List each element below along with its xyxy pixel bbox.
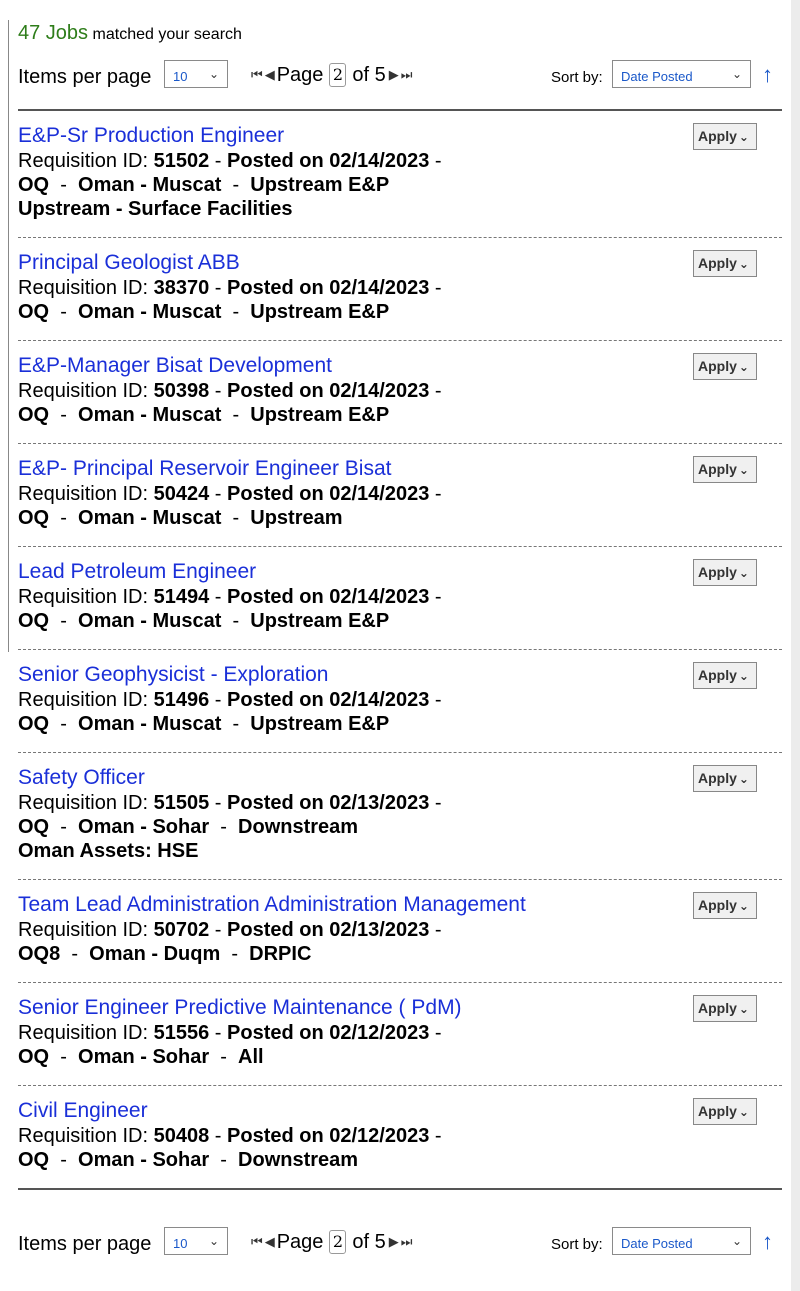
apply-button[interactable] bbox=[693, 123, 757, 150]
job-function: Upstream - Surface Facilities bbox=[18, 198, 293, 220]
chevron-down-icon: ⌄ bbox=[738, 360, 749, 374]
req-id: 38370 bbox=[153, 277, 210, 299]
location: Oman - Muscat bbox=[78, 610, 222, 632]
req-label: Requisition ID: bbox=[18, 586, 149, 608]
apply-label: Apply bbox=[698, 128, 737, 144]
job-separator bbox=[18, 237, 782, 238]
page-navigation bbox=[251, 63, 414, 87]
req-id: 50702 bbox=[153, 919, 210, 941]
job-meta: Requisition ID: 51496 - Posted on 02/14/2023 - bbox=[18, 689, 442, 711]
page-number-input[interactable]: 2 bbox=[329, 1230, 346, 1254]
sort-by-label: Sort by: bbox=[551, 69, 603, 86]
job-item bbox=[18, 1098, 782, 1172]
job-meta: Requisition ID: 50408 - Posted on 02/12/2023 - bbox=[18, 1125, 442, 1147]
job-org: OQ - Oman - Muscat - Upstream E&P bbox=[18, 174, 390, 196]
req-id: 50398 bbox=[153, 380, 210, 402]
chevron-down-icon: ⌄ bbox=[731, 67, 742, 81]
first-page-icon[interactable]: ⏮ bbox=[251, 67, 263, 82]
results-count-number: 47 Jobs bbox=[18, 22, 89, 44]
job-title-link[interactable]: Civil Engineer bbox=[18, 1099, 148, 1122]
job-separator bbox=[18, 982, 782, 983]
sort-by-value: Date Posted bbox=[621, 69, 693, 84]
posted-date: Posted on 02/14/2023 bbox=[227, 277, 430, 299]
division: Upstream E&P bbox=[250, 610, 390, 632]
division: Upstream E&P bbox=[250, 713, 390, 735]
job-meta: Requisition ID: 50398 - Posted on 02/14/2023 - bbox=[18, 380, 442, 402]
first-page-icon[interactable]: ⏮ bbox=[251, 1234, 263, 1249]
division: All bbox=[238, 1046, 264, 1068]
sort-by-select[interactable] bbox=[612, 1227, 751, 1255]
job-item bbox=[18, 250, 782, 324]
job-org: OQ - Oman - Muscat - Upstream E&P bbox=[18, 610, 390, 632]
division: DRPIC bbox=[249, 943, 312, 965]
req-label: Requisition ID: bbox=[18, 380, 149, 402]
items-per-page-select[interactable] bbox=[164, 1227, 228, 1255]
posted-date: Posted on 02/14/2023 bbox=[227, 483, 430, 505]
next-page-icon[interactable]: ▶ bbox=[388, 67, 399, 82]
job-title-link[interactable]: Principal Geologist ABB bbox=[18, 251, 240, 274]
company: OQ bbox=[18, 1046, 50, 1068]
company: OQ bbox=[18, 1149, 50, 1171]
job-title-link[interactable]: Team Lead Administration Administration Management bbox=[18, 893, 526, 916]
apply-button[interactable] bbox=[693, 456, 757, 483]
req-id: 51496 bbox=[153, 689, 210, 711]
chevron-down-icon: ⌄ bbox=[738, 130, 749, 144]
job-item bbox=[18, 662, 782, 736]
location: Oman - Duqm bbox=[89, 943, 221, 965]
chevron-down-icon: ⌄ bbox=[738, 669, 749, 683]
chevron-down-icon: ⌄ bbox=[738, 1105, 749, 1119]
chevron-down-icon: ⌄ bbox=[738, 257, 749, 271]
job-org: OQ - Oman - Muscat - Upstream E&P bbox=[18, 404, 390, 426]
job-item bbox=[18, 765, 782, 863]
list-bottom-divider bbox=[18, 1188, 782, 1190]
req-id: 51494 bbox=[153, 586, 210, 608]
posted-date: Posted on 02/14/2023 bbox=[227, 689, 430, 711]
req-id: 51505 bbox=[153, 792, 210, 814]
job-org: OQ - Oman - Muscat - Upstream E&P bbox=[18, 301, 390, 323]
job-org: OQ - Oman - Sohar - Downstream bbox=[18, 816, 359, 838]
location: Oman - Muscat bbox=[78, 174, 222, 196]
apply-label: Apply bbox=[698, 1000, 737, 1016]
company: OQ8 bbox=[18, 943, 61, 965]
sort-by-select[interactable] bbox=[612, 60, 751, 88]
apply-label: Apply bbox=[698, 461, 737, 477]
apply-label: Apply bbox=[698, 1103, 737, 1119]
job-meta: Requisition ID: 51494 - Posted on 02/14/2023 - bbox=[18, 586, 442, 608]
results-count-suffix: matched your search bbox=[92, 26, 242, 43]
location: Oman - Muscat bbox=[78, 713, 222, 735]
apply-button[interactable] bbox=[693, 995, 757, 1022]
req-label: Requisition ID: bbox=[18, 1125, 149, 1147]
req-label: Requisition ID: bbox=[18, 277, 149, 299]
job-title-link[interactable]: Lead Petroleum Engineer bbox=[18, 560, 257, 583]
items-per-page-label: Items per page bbox=[18, 66, 152, 88]
apply-button[interactable] bbox=[693, 559, 757, 586]
next-page-icon[interactable]: ▶ bbox=[388, 1234, 399, 1249]
sort-direction-icon[interactable]: ↑ bbox=[762, 1229, 773, 1254]
items-per-page-value: 10 bbox=[173, 69, 188, 84]
apply-label: Apply bbox=[698, 667, 737, 683]
prev-page-icon[interactable]: ◀ bbox=[264, 67, 275, 82]
posted-date: Posted on 02/12/2023 bbox=[227, 1022, 430, 1044]
req-label: Requisition ID: bbox=[18, 150, 149, 172]
chevron-down-icon: ⌄ bbox=[738, 772, 749, 786]
chevron-down-icon: ⌄ bbox=[738, 566, 749, 580]
posted-date: Posted on 02/13/2023 bbox=[227, 919, 430, 941]
job-org: OQ8 - Oman - Duqm - DRPIC bbox=[18, 943, 312, 965]
job-item bbox=[18, 123, 782, 221]
company: OQ bbox=[18, 404, 50, 426]
job-org: OQ - Oman - Muscat - Upstream bbox=[18, 507, 343, 529]
posted-date: Posted on 02/12/2023 bbox=[227, 1125, 430, 1147]
req-label: Requisition ID: bbox=[18, 919, 149, 941]
posted-date: Posted on 02/14/2023 bbox=[227, 380, 430, 402]
company: OQ bbox=[18, 174, 50, 196]
job-meta: Requisition ID: 50424 - Posted on 02/14/2023 - bbox=[18, 483, 442, 505]
pager-bottom bbox=[18, 1227, 782, 1261]
job-separator bbox=[18, 752, 782, 753]
job-title-link[interactable]: E&P-Manager Bisat Development bbox=[18, 354, 332, 377]
job-item bbox=[18, 995, 782, 1069]
pager-top bbox=[18, 60, 782, 94]
location: Oman - Sohar bbox=[78, 816, 210, 838]
location: Oman - Sohar bbox=[78, 1149, 210, 1171]
posted-date: Posted on 02/14/2023 bbox=[227, 586, 430, 608]
chevron-down-icon: ⌄ bbox=[738, 1002, 749, 1016]
job-meta: Requisition ID: 51502 - Posted on 02/14/2023 - bbox=[18, 150, 442, 172]
last-page-icon[interactable]: ⏭ bbox=[400, 1234, 413, 1249]
posted-date: Posted on 02/13/2023 bbox=[227, 792, 430, 814]
posted-date: Posted on 02/14/2023 bbox=[227, 150, 430, 172]
prev-page-icon[interactable]: ◀ bbox=[264, 1234, 275, 1249]
location: Oman - Muscat bbox=[78, 301, 222, 323]
chevron-down-icon: ⌄ bbox=[208, 67, 219, 81]
company: OQ bbox=[18, 816, 50, 838]
req-label: Requisition ID: bbox=[18, 689, 149, 711]
job-title-link[interactable]: Safety Officer bbox=[18, 766, 145, 789]
location: Oman - Muscat bbox=[78, 404, 222, 426]
items-per-page-label: Items per page bbox=[18, 1233, 152, 1255]
apply-button[interactable] bbox=[693, 1098, 757, 1125]
job-title-link[interactable]: E&P-Sr Production Engineer bbox=[18, 124, 285, 147]
division: Upstream bbox=[250, 507, 343, 529]
req-label: Requisition ID: bbox=[18, 483, 149, 505]
last-page-icon[interactable]: ⏭ bbox=[400, 67, 413, 82]
job-meta: Requisition ID: 51556 - Posted on 02/12/2023 - bbox=[18, 1022, 442, 1044]
apply-label: Apply bbox=[698, 897, 737, 913]
job-separator bbox=[18, 649, 782, 650]
page-number-input[interactable]: 2 bbox=[329, 63, 346, 87]
apply-label: Apply bbox=[698, 564, 737, 580]
job-separator bbox=[18, 340, 782, 341]
apply-button[interactable] bbox=[693, 892, 757, 919]
job-item bbox=[18, 892, 782, 966]
sort-direction-icon[interactable]: ↑ bbox=[762, 62, 773, 87]
job-separator bbox=[18, 879, 782, 880]
req-id: 50408 bbox=[153, 1125, 210, 1147]
scrollbar-track[interactable] bbox=[791, 0, 800, 1291]
list-top-divider bbox=[18, 109, 782, 111]
results-count bbox=[18, 22, 242, 45]
job-title-link[interactable]: E&P- Principal Reservoir Engineer Bisat bbox=[18, 457, 392, 480]
company: OQ bbox=[18, 507, 50, 529]
apply-button[interactable] bbox=[693, 250, 757, 277]
division: Upstream E&P bbox=[250, 174, 390, 196]
location: Oman - Muscat bbox=[78, 507, 222, 529]
division: Downstream bbox=[238, 1149, 359, 1171]
apply-button[interactable] bbox=[693, 765, 757, 792]
apply-button[interactable] bbox=[693, 662, 757, 689]
job-org: OQ - Oman - Sohar - All bbox=[18, 1046, 264, 1068]
apply-label: Apply bbox=[698, 770, 737, 786]
job-item bbox=[18, 559, 782, 633]
location: Oman - Sohar bbox=[78, 1046, 210, 1068]
page-label: Page bbox=[276, 63, 324, 86]
job-meta: Requisition ID: 50702 - Posted on 02/13/2023 - bbox=[18, 919, 442, 941]
job-function: Oman Assets: HSE bbox=[18, 840, 199, 862]
job-separator bbox=[18, 546, 782, 547]
items-per-page-select[interactable] bbox=[164, 60, 228, 88]
req-id: 51556 bbox=[153, 1022, 210, 1044]
sort-by-value: Date Posted bbox=[621, 1236, 693, 1251]
page-of-label: of 5 bbox=[352, 1230, 386, 1253]
req-label: Requisition ID: bbox=[18, 792, 149, 814]
job-meta: Requisition ID: 38370 - Posted on 02/14/2023 - bbox=[18, 277, 442, 299]
req-id: 50424 bbox=[153, 483, 210, 505]
job-org: OQ - Oman - Muscat - Upstream E&P bbox=[18, 713, 390, 735]
division: Upstream E&P bbox=[250, 404, 390, 426]
job-separator bbox=[18, 1085, 782, 1086]
company: OQ bbox=[18, 301, 50, 323]
division: Downstream bbox=[238, 816, 359, 838]
apply-label: Apply bbox=[698, 358, 737, 374]
chevron-down-icon: ⌄ bbox=[738, 899, 749, 913]
req-label: Requisition ID: bbox=[18, 1022, 149, 1044]
page-of-label: of 5 bbox=[352, 63, 386, 86]
page-label: Page bbox=[276, 1230, 324, 1253]
job-org: OQ - Oman - Sohar - Downstream bbox=[18, 1149, 359, 1171]
items-per-page-value: 10 bbox=[173, 1236, 188, 1251]
job-item bbox=[18, 456, 782, 530]
page-navigation bbox=[251, 1230, 414, 1254]
req-id: 51502 bbox=[153, 150, 210, 172]
left-border-rule bbox=[8, 20, 9, 652]
job-title-link[interactable]: Senior Geophysicist - Exploration bbox=[18, 663, 329, 686]
job-item bbox=[18, 353, 782, 427]
job-separator bbox=[18, 443, 782, 444]
job-title-link[interactable]: Senior Engineer Predictive Maintenance ( PdM) bbox=[18, 996, 462, 1019]
division: Upstream E&P bbox=[250, 301, 390, 323]
sort-by-label: Sort by: bbox=[551, 1236, 603, 1253]
company: OQ bbox=[18, 713, 50, 735]
chevron-down-icon: ⌄ bbox=[208, 1234, 219, 1248]
chevron-down-icon: ⌄ bbox=[731, 1234, 742, 1248]
chevron-down-icon: ⌄ bbox=[738, 463, 749, 477]
apply-button[interactable] bbox=[693, 353, 757, 380]
apply-label: Apply bbox=[698, 255, 737, 271]
job-meta: Requisition ID: 51505 - Posted on 02/13/2023 - bbox=[18, 792, 442, 814]
company: OQ bbox=[18, 610, 50, 632]
